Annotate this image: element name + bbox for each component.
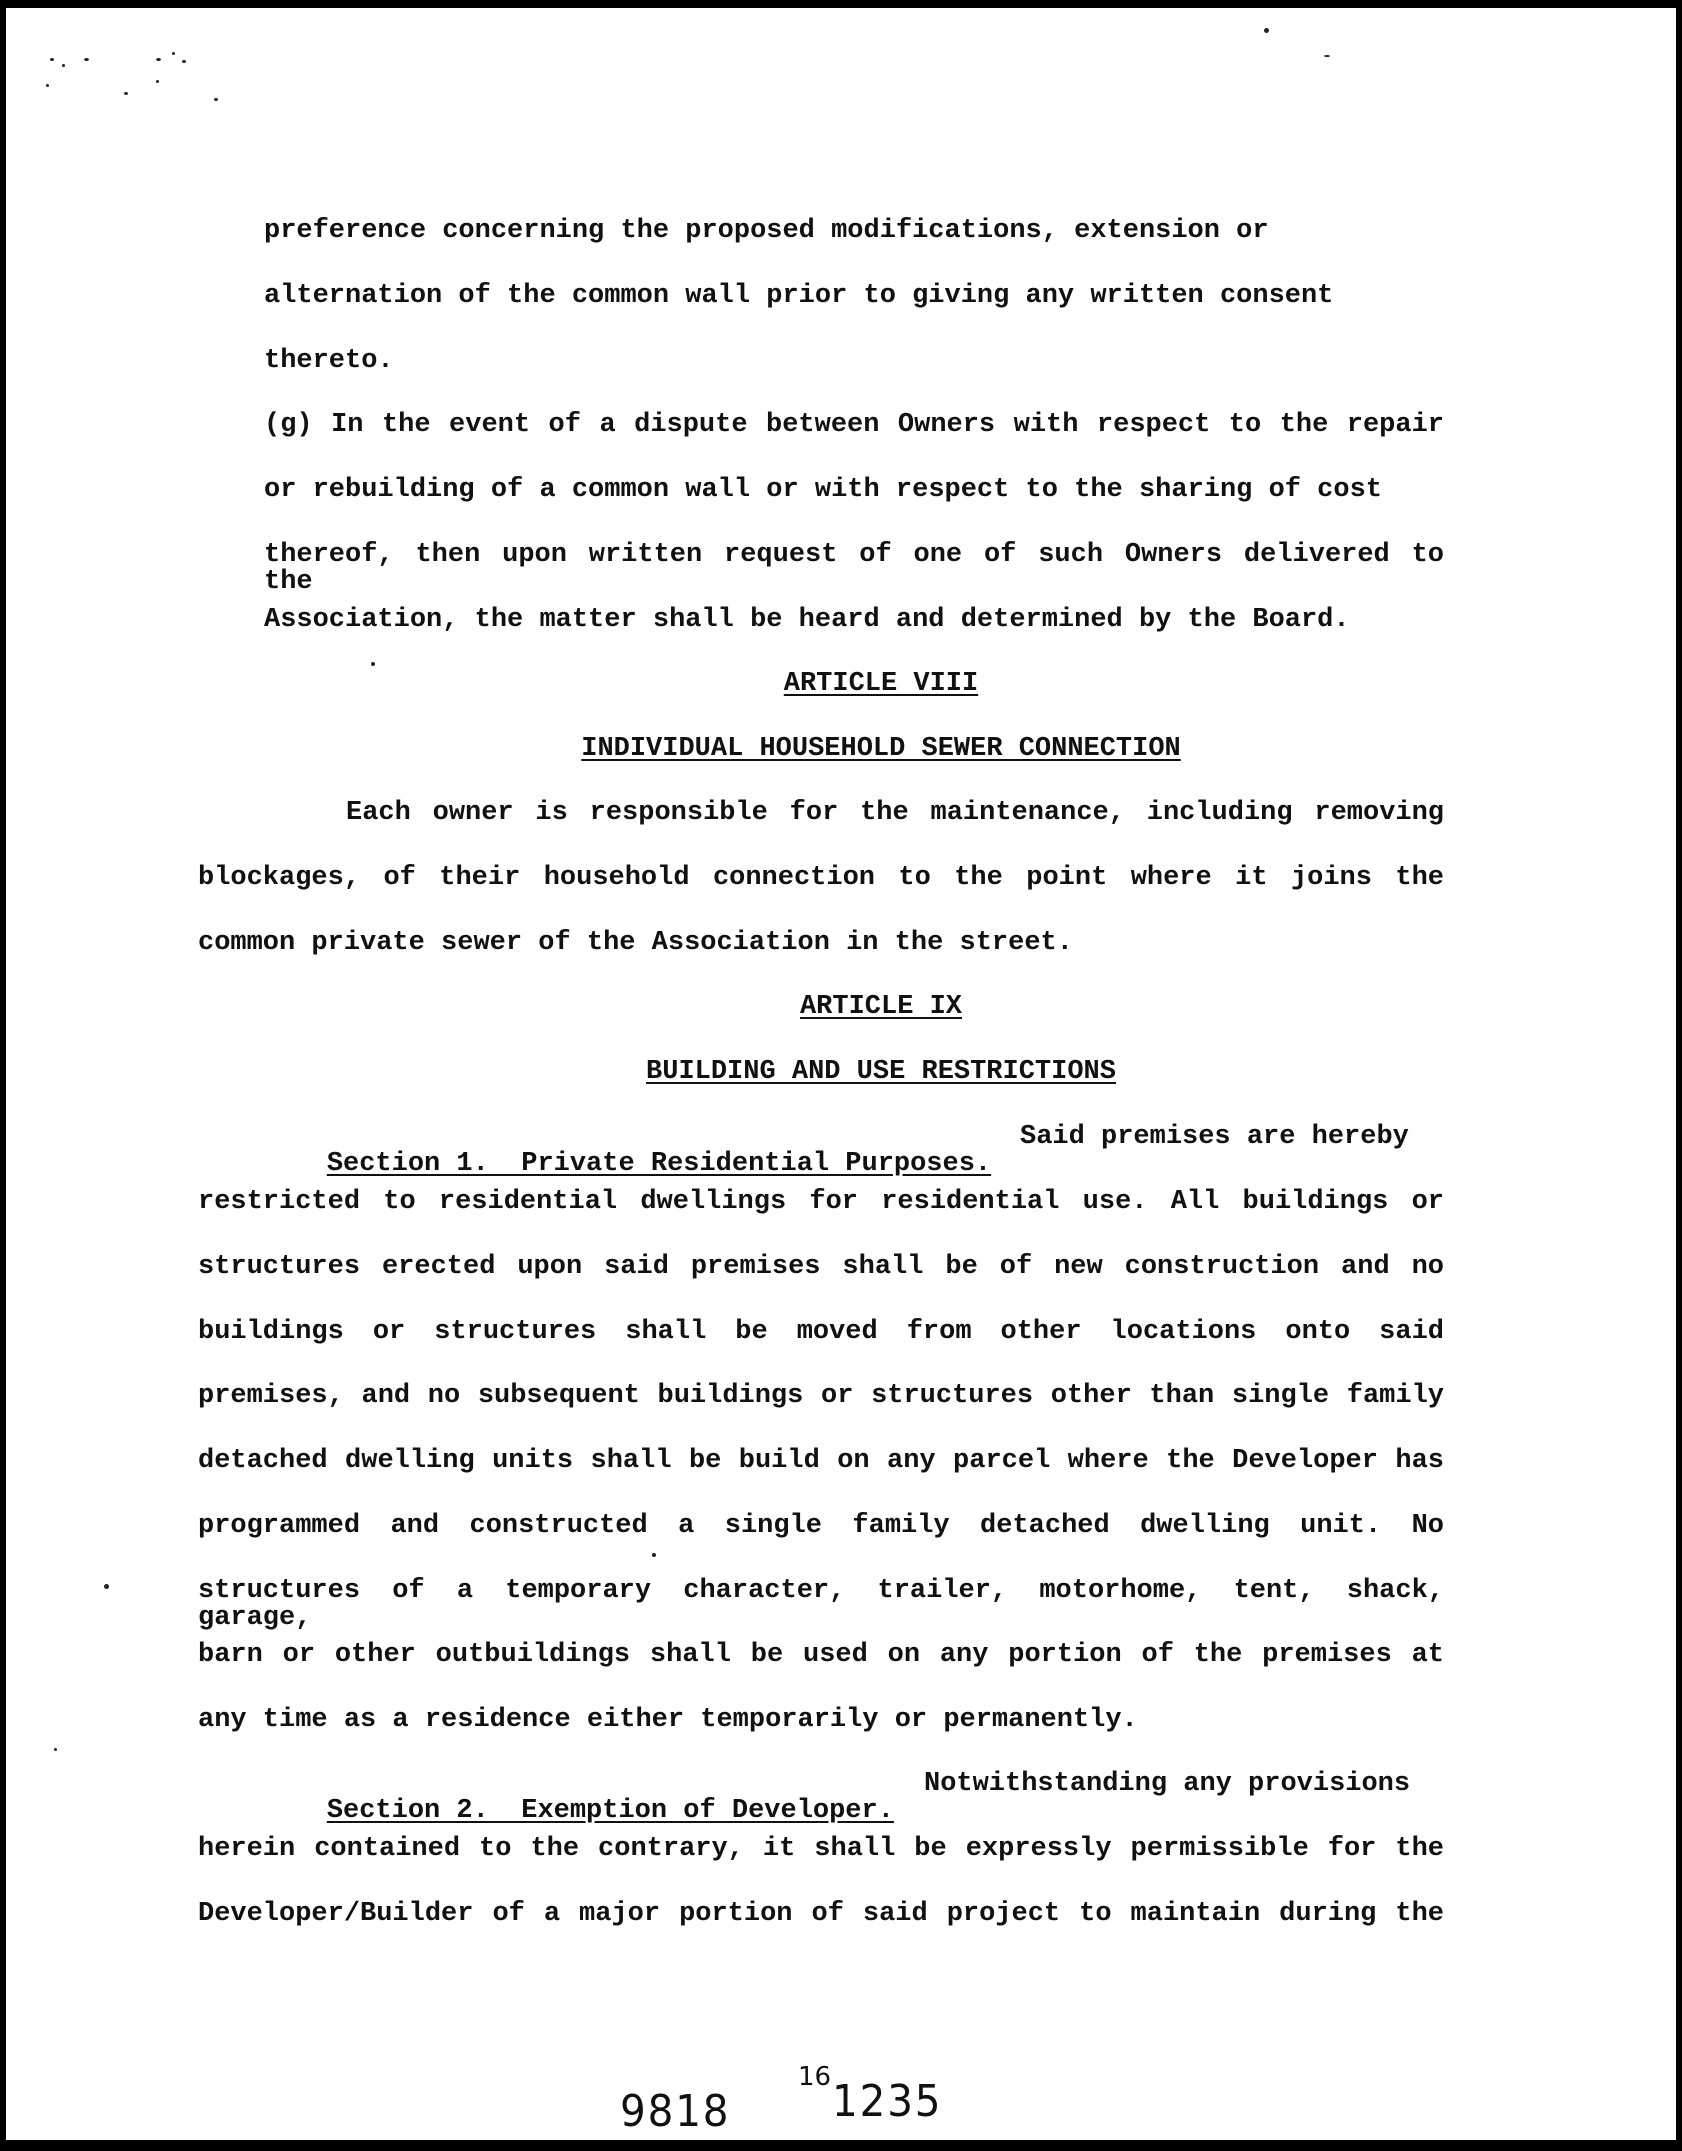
- article-heading: ARTICLE VIII: [783, 669, 979, 699]
- text-line: blockages, of their household connection to the point where it joins the: [198, 863, 1444, 893]
- text-line: Developer/Builder of a major portion of said project to maintain during the: [198, 1899, 1444, 1929]
- text-line: premises, and no subsequent buildings or structures other than single family: [198, 1381, 1444, 1411]
- text-line: Each owner is responsible for the maintenance, including removing: [346, 798, 1444, 828]
- scan-speck: [156, 58, 161, 61]
- section-2-title: Section 2. Exemption of Developer.: [326, 1796, 894, 1826]
- scan-speck: [124, 92, 128, 95]
- text-line: structures erected upon said premises shall be of new construction and no: [198, 1252, 1444, 1282]
- text-line: (g) In the event of a dispute between Owners with respect to the repair: [264, 410, 1444, 440]
- book-number: 9818: [620, 2086, 731, 2137]
- text-line: thereof, then upon written request of one of such Owners delivered to the: [264, 540, 1444, 597]
- text-line: restricted to residential dwellings for residential use. All buildings or: [198, 1187, 1444, 1217]
- text-line: barn or other outbuildings shall be used on any portion of the premises at: [198, 1640, 1444, 1670]
- text-line: common private sewer of the Association in the street.: [198, 928, 1073, 958]
- scan-speck: [652, 1553, 656, 1557]
- scan-speck: [156, 80, 159, 83]
- scan-speck: [62, 64, 65, 67]
- scan-speck: [84, 58, 89, 61]
- scan-speck: [54, 1748, 57, 1751]
- scan-speck: [104, 1584, 109, 1589]
- text-line: detached dwelling units shall be build on any parcel where the Developer has: [198, 1446, 1444, 1476]
- text-line: preference concerning the proposed modifications, extension or: [264, 216, 1269, 246]
- text-line: structures of a temporary character, trailer, motorhome, tent, shack, garage,: [198, 1576, 1444, 1633]
- article-heading: ARTICLE IX: [799, 992, 963, 1022]
- text-line: herein contained to the contrary, it shall be expressly permissible for the: [198, 1834, 1444, 1864]
- text-line: thereto.: [264, 346, 394, 376]
- section-1-title: Section 1. Private Residential Purposes.: [326, 1149, 992, 1179]
- text-line: alternation of the common wall prior to giving any written consent: [264, 281, 1334, 311]
- text-line: programmed and constructed a single family detached dwelling unit. No: [198, 1511, 1444, 1541]
- page-prefix: 16: [798, 2062, 832, 2092]
- scan-speck: [46, 84, 49, 87]
- scan-speck: [371, 662, 375, 666]
- scan-speck: [50, 58, 54, 61]
- text-line: Said premises are hereby: [1020, 1122, 1409, 1152]
- text-line: buildings or structures shall be moved from other locations onto said: [198, 1317, 1444, 1347]
- scan-speck: [182, 60, 186, 63]
- scan-speck: [1264, 28, 1269, 33]
- article-subheading: BUILDING AND USE RESTRICTIONS: [646, 1057, 1116, 1087]
- scan-speck: [1324, 55, 1330, 57]
- text-line: any time as a residence either temporarily or permanently.: [198, 1705, 1138, 1735]
- text-line: Association, the matter shall be heard and determined by the Board.: [264, 605, 1350, 635]
- document-page: [6, 8, 1676, 2140]
- article-subheading: INDIVIDUAL HOUSEHOLD SEWER CONNECTION: [581, 734, 1181, 764]
- page-number: 1235: [832, 2076, 943, 2127]
- scan-speck: [214, 98, 218, 101]
- scan-speck: [172, 52, 175, 55]
- text-line: or rebuilding of a common wall or with respect to the sharing of cost: [264, 475, 1382, 505]
- text-line: Notwithstanding any provisions: [924, 1769, 1411, 1799]
